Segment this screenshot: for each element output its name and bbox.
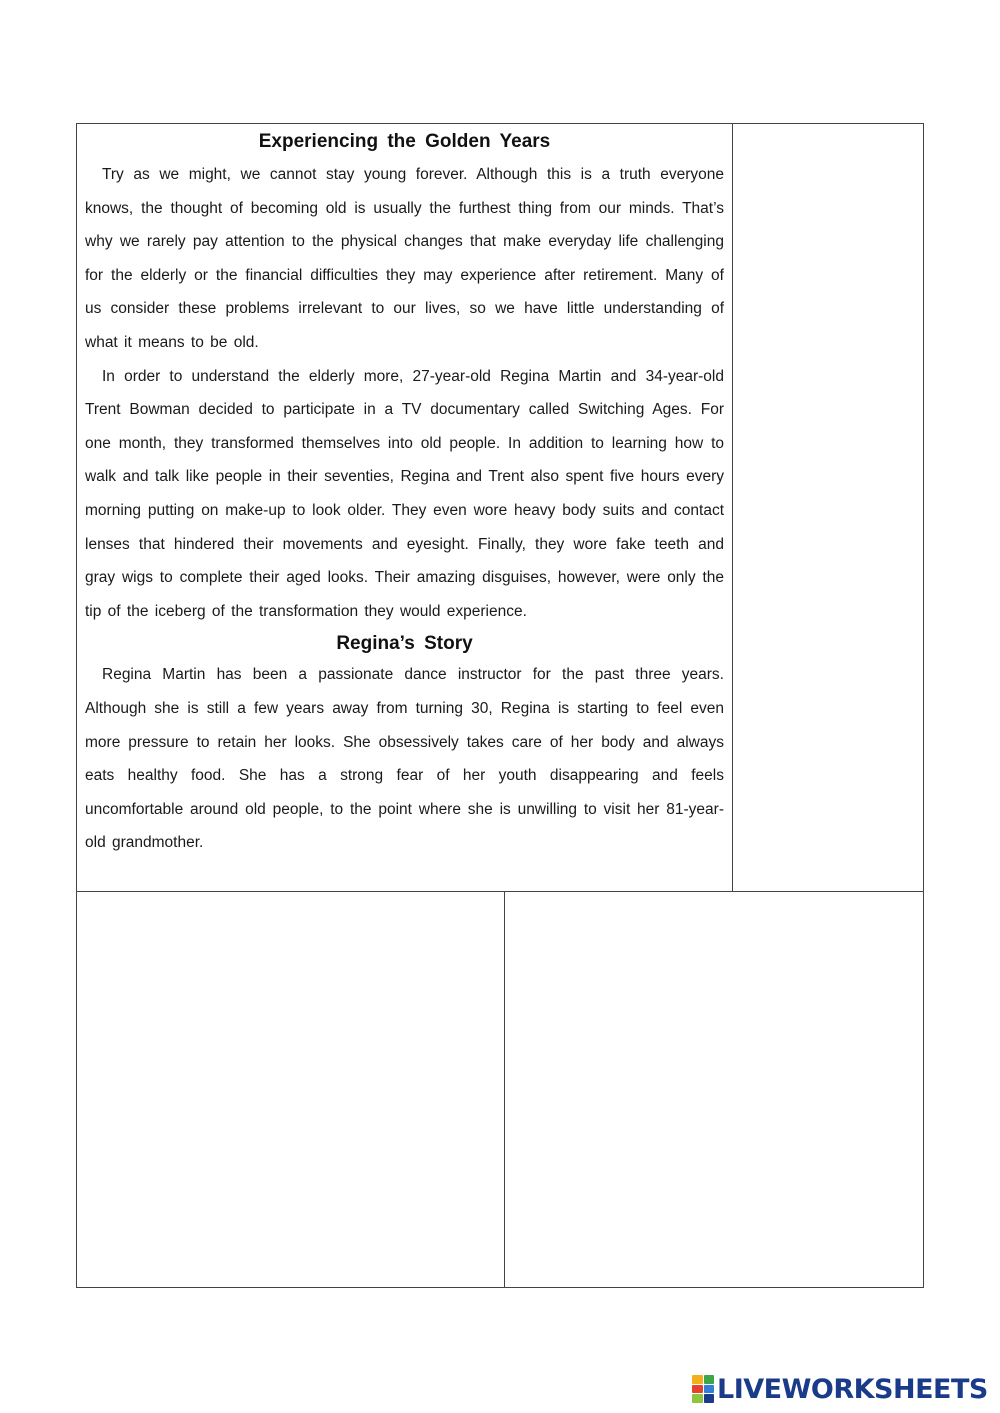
article-title: Experiencing the Golden Years bbox=[258, 131, 551, 152]
logo-square bbox=[692, 1375, 703, 1384]
logo-square bbox=[692, 1394, 703, 1403]
logo-square bbox=[704, 1375, 715, 1384]
side-cell bbox=[733, 124, 923, 892]
worksheet-table bbox=[76, 123, 924, 1288]
logo-square bbox=[704, 1385, 715, 1394]
paragraph-regina: Regina Martin has been a passionate dance instructor for the past three years. Although she is still a few years away from turning 30, Regina is starting to feel even more pressure to retain her looks. She obsessively takes care of her body and always eats healthy food. She has a strong fear of her youth disappearing and feels uncomfortable around old people, to the point where she is unwilling to visit her 81-year-old grandmother. bbox=[85, 666, 724, 852]
reading-passage-cell bbox=[77, 124, 733, 892]
logo-square bbox=[704, 1394, 715, 1403]
paragraph-documentary: In order to understand the elderly more, 27-year-old Regina Martin and 34-year-old Trent Bowman decided to participate in a TV documentary called Switching Ages. For one month, they transformed themselves into old people. In addition to learning how to walk and talk like people in their seventies, Regina and Trent also spent five hours every morning putting on make-up to look older. They even wore heavy body suits and contact lenses that hindered their movements and eyesight. Finally, they wore fake teeth and gray wigs to complete their aged looks. Their amazing disguises, however, were only the tip of the iceberg of the transformation they would experience. bbox=[85, 367, 724, 620]
bottom-left-cell bbox=[77, 892, 505, 1287]
paragraph-intro: Try as we might, we cannot stay young forever. Although this is a truth everyone knows, the thought of becoming old is usually the furthest thing from our minds. That’s why we rarely pay attention to the physical changes that make everyday life challenging for the elderly or the financial difficulties they may experience after retirement. Many of us consider these problems irrelevant to our lives, so we have little understanding of what it means to be old. bbox=[85, 166, 724, 351]
brand-footer bbox=[692, 1373, 988, 1405]
brand-name: LIVEWORKSHEETS bbox=[717, 1373, 988, 1405]
section-heading: Regina’s Story bbox=[336, 633, 473, 655]
logo-square bbox=[692, 1385, 703, 1394]
bottom-right-cell bbox=[505, 892, 923, 1287]
liveworksheets-logo-icon bbox=[692, 1375, 714, 1403]
